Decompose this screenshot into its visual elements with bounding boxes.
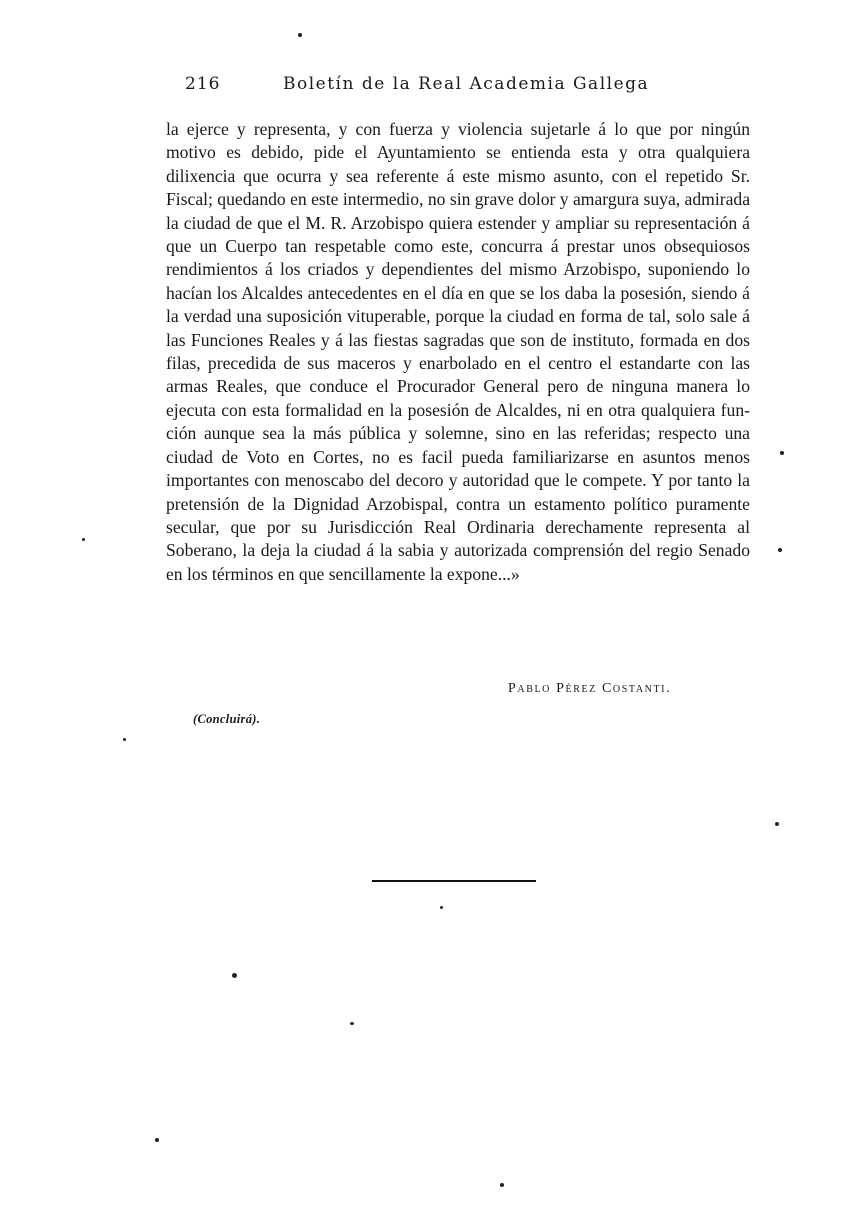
scan-speck <box>82 538 85 541</box>
continuation-note: (Concluirá). <box>193 712 261 726</box>
scan-speck <box>350 1022 354 1025</box>
scan-speck <box>123 738 126 741</box>
body-paragraph: la ejerce y representa, y con fuerza y violencia sujetarle á lo que por ningún motivo es debido, pide el Ayuntamiento se entienda esta y otra qualquiera dilixencia que ocurra y sea referente á este mismo asunto, con el repetido Sr. Fiscal; quedando en este intermedio, no sin grave dolor y amargura suya, admirada la ciudad de que el M. R. Arzobispo quiera estender y ampliar su representación á que un Cuerpo tan respetable como este, concurra á prestar unos obsequiosos rendimientos á los criados y dependientes del mismo Arzobispo, suponiendo lo hacían los Alcaldes antecedentes en el día en que se los daba la posesión, siendo á la verdad una suposición vituperable, porque la ciudad en forma de tal, solo sale á las Funciones Reales y á las fiestas sagradas que son de instituto, formada en dos filas, precedida de sus maceros y enarbolado en el centro el estandarte con las armas Reales, que conduce el Procurador General pero de ninguna manera lo ejecuta con esta formalidad en la posesión de Alcaldes, ni en otra qualquiera función aunque sea la más pública y solemne, sino en las referidas; respecto una ciudad de Voto en Cortes, no es facil pueda familiarizarse en asuntos menos importantes con menoscabo del decoro y autoridad que le compete. Y por tanto la pretensión de la Dignidad Arzobispal, contra un estamento político puramente secular, que por su Jurisdicción Real Ordinaria derechamente representa al Soberano, la deja la ciudad á la sabia y autorizada comprensión del regio Senado en los términos en que sencillamente la expone...» <box>166 119 751 584</box>
scan-speck <box>778 548 782 552</box>
scan-speck <box>298 33 302 37</box>
end-rule <box>372 880 536 882</box>
scan-speck <box>775 822 779 826</box>
scan-speck <box>440 906 443 909</box>
scan-speck <box>780 451 784 455</box>
page-number: 216 <box>185 74 221 94</box>
scan-speck <box>155 1138 159 1142</box>
running-head <box>185 70 650 96</box>
journal-title: Boletín de la Real Academia Gallega <box>283 74 650 94</box>
scan-speck <box>500 1183 504 1187</box>
author-signature: Pablo Pérez Costanti. <box>508 681 672 696</box>
scan-speck <box>232 973 237 978</box>
